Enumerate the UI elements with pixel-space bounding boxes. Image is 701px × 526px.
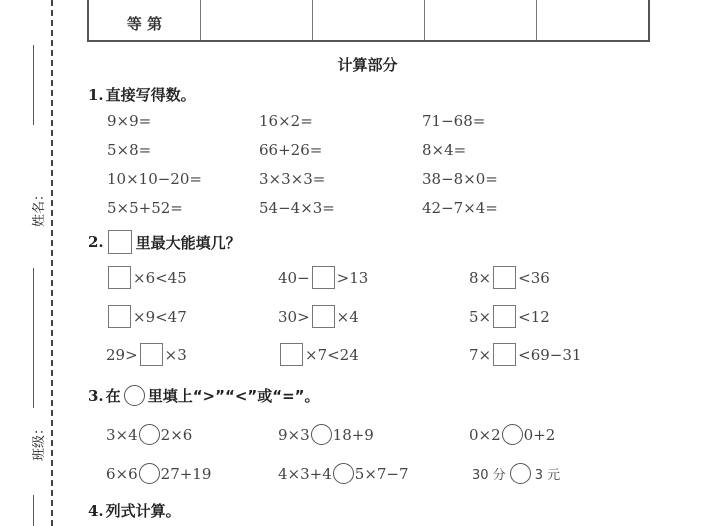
- q1-item: 54−4×3=: [259, 199, 335, 217]
- q1-item: 38−8×0=: [422, 170, 498, 188]
- name-label: 姓名：: [32, 187, 48, 228]
- q3-item: 3×4 2×6: [106, 425, 193, 444]
- answer-box[interactable]: [493, 266, 516, 289]
- q2-item: ×9<47: [106, 305, 187, 328]
- answer-box[interactable]: [108, 266, 131, 289]
- q3-item: 9×3 18+9: [278, 425, 374, 444]
- q1-item: 66+26=: [259, 141, 323, 159]
- q1-item: 5×8=: [107, 141, 152, 159]
- q3-item: 30 分 3 元: [469, 463, 563, 484]
- q2-item: 30> ×4: [278, 305, 359, 328]
- class-underline: [33, 495, 34, 526]
- score-cell[interactable]: [537, 0, 650, 41]
- answer-circle[interactable]: [510, 463, 531, 484]
- q1-item: 10×10−20=: [107, 170, 202, 188]
- q1-item: 3×3×3=: [259, 170, 326, 188]
- q1-item: 8×4=: [422, 141, 467, 159]
- answer-box[interactable]: [493, 305, 516, 328]
- grade-label: 等 第: [88, 0, 201, 41]
- box-icon: [108, 230, 132, 254]
- q2-item: ×7<24: [278, 343, 359, 366]
- q1-heading: 1. 直接写得数。: [88, 85, 196, 104]
- q3-item: 0×2 0+2: [469, 425, 556, 444]
- answer-circle[interactable]: [139, 424, 160, 445]
- circle-icon: [124, 385, 145, 406]
- q2-item: 40− >13: [278, 266, 368, 289]
- q1-item: 16×2=: [259, 112, 313, 130]
- fold-line: [51, 0, 53, 526]
- q1-item: 5×5+52=: [107, 199, 183, 217]
- q3-item: 6×6 27+19: [106, 464, 212, 483]
- q4-heading: 4. 列式计算。: [88, 501, 181, 520]
- q2-item: 5× <12: [469, 305, 550, 328]
- score-table: [87, 0, 650, 42]
- answer-box[interactable]: [493, 343, 516, 366]
- answer-circle[interactable]: [333, 463, 354, 484]
- section-title: 计算部分: [337, 56, 398, 74]
- score-cell[interactable]: [425, 0, 537, 41]
- q1-item: 71−68=: [422, 112, 486, 130]
- name-underline: [33, 268, 34, 408]
- q2-item: 8× <36: [469, 266, 550, 289]
- answer-circle[interactable]: [139, 463, 160, 484]
- q1-item: 9×9=: [107, 112, 152, 130]
- q2-item: 7× <69−31: [469, 343, 581, 366]
- q1-item: 42−7×4=: [422, 199, 498, 217]
- q3-item: 4×3+4 5×7−7: [278, 464, 409, 483]
- answer-circle[interactable]: [311, 424, 332, 445]
- class-label: 班级：: [32, 421, 48, 462]
- score-cell[interactable]: [201, 0, 313, 41]
- q2-heading: 2. 里最大能填几？: [88, 230, 241, 254]
- answer-circle[interactable]: [502, 424, 523, 445]
- q2-item: 29> ×3: [106, 343, 187, 366]
- score-cell[interactable]: [313, 0, 425, 41]
- q2-item: ×6<45: [106, 266, 187, 289]
- answer-box[interactable]: [280, 343, 303, 366]
- answer-box[interactable]: [312, 266, 335, 289]
- answer-box[interactable]: [108, 305, 131, 328]
- answer-box[interactable]: [312, 305, 335, 328]
- q3-heading: 3. 在 里填上“>”“<”或“=”。: [88, 386, 320, 405]
- answer-box[interactable]: [140, 343, 163, 366]
